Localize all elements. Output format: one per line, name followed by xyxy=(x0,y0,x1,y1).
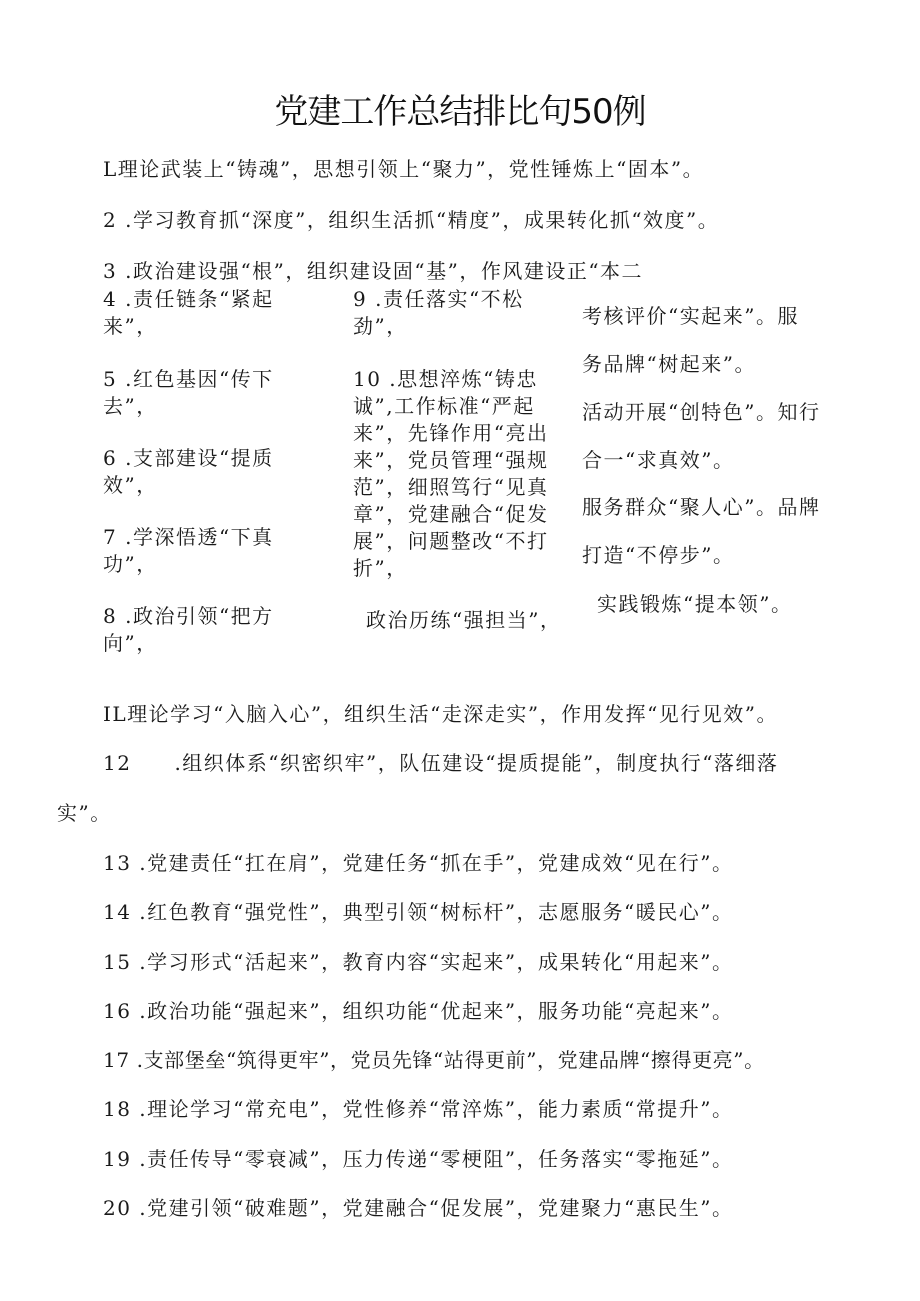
col2-trailing: 政治历练“强担当”， xyxy=(366,608,562,632)
col2-item-line: 展”，问题整改“不打 xyxy=(353,529,549,553)
col1-item-line: 6 .支部建设“提质 xyxy=(103,446,274,470)
col2-item-line: 10 .思想淬炼“铸忠 xyxy=(353,367,538,391)
body-line: 14 .红色教育“强党性”，典型引领“树标杆”，志愿服务“暖民心”。 xyxy=(103,900,734,924)
col3-line: 考核评价“实起来”。服 xyxy=(582,304,799,328)
body-line: 实”。 xyxy=(57,801,112,825)
col3-line: 合一“求真效”。 xyxy=(582,448,735,472)
col3-line: 活动开展“创特色”。知行 xyxy=(582,400,821,424)
intro-line-1: L理论武装上“铸魂”，思想引领上“聚力”，党性锤炼上“固本”。 xyxy=(103,157,705,181)
col2-item-9 xyxy=(353,286,524,340)
col1-item-line: 向”， xyxy=(103,631,158,655)
col1-item-4 xyxy=(103,286,274,340)
col1-item-line: 8 .政治引领“把方 xyxy=(103,604,274,628)
col1-item-line: 来”， xyxy=(103,314,158,338)
intro-line-3: 3 .政治建设强“根”，组织建设固“基”，作风建设正“本二 xyxy=(103,259,644,283)
col2-item-10 xyxy=(353,366,548,582)
col1-item-line: 去”， xyxy=(103,394,158,418)
col3-line: 实践锻炼“提本领”。 xyxy=(597,592,793,616)
col2-item-line: 来”，党员管理“强规 xyxy=(353,448,549,472)
intro-line-2: 2 .学习教育抓“深度”，组织生活抓“精度”，成果转化抓“效度”。 xyxy=(103,208,720,232)
col1-item-line: 4 .责任链条“紧起 xyxy=(103,287,274,311)
col1-item-line: 效”， xyxy=(103,473,158,497)
col3-line: 务品牌“树起来”。 xyxy=(582,352,756,376)
col1-item-line: 功”， xyxy=(103,552,158,576)
body-line: 20 .党建引领“破难题”，党建融合“促发展”，党建聚力“惠民生”。 xyxy=(103,1196,734,1220)
col3-line: 服务群众“聚人心”。品牌 xyxy=(582,495,821,519)
col2-item-line: 9 .责任落实“不松 xyxy=(353,287,524,311)
body-line: IL理论学习“入脑入心”，组织生活“走深走实”，作用发挥“见行见效”。 xyxy=(103,702,779,726)
col2-item-line: 折”， xyxy=(353,556,408,580)
body-line: 12 .组织体系“织密织牢”，队伍建设“提质提能”，制度执行“落细落 xyxy=(103,751,779,775)
col1-item-8 xyxy=(103,603,274,657)
col1-item-7 xyxy=(103,524,274,578)
body-line: 17 .支部堡垒“筑得更牢”，党员先锋“站得更前”，党建品牌“擦得更亮”。 xyxy=(103,1048,765,1072)
col2-item-line: 诚”,工作标准“严起 xyxy=(353,394,535,418)
col2-item-line: 劲”， xyxy=(353,314,408,338)
col1-item-line: 7 .学深悟透“下真 xyxy=(103,525,274,549)
body-line: 18 .理论学习“常充电”，党性修养“常淬炼”，能力素质“常提升”。 xyxy=(103,1097,734,1121)
body-line: 13 .党建责任“扛在肩”，党建任务“抓在手”，党建成效“见在行”。 xyxy=(103,851,734,875)
col1-item-5 xyxy=(103,366,274,420)
col3-line: 打造“不停步”。 xyxy=(582,543,735,567)
page-title: 党建工作总结排比句50例 xyxy=(274,92,646,132)
body-line: 15 .学习形式“活起来”，教育内容“实起来”，成果转化“用起来”。 xyxy=(103,950,734,974)
body-line: 19 .责任传导“零衰减”，压力传递“零梗阻”，任务落实“零拖延”。 xyxy=(103,1147,734,1171)
col2-item-line: 来”，先锋作用“亮出 xyxy=(353,421,549,445)
col2-item-line: 范”，细照笃行“见真 xyxy=(353,475,549,499)
col2-item-line: 章”，党建融合“促发 xyxy=(353,502,549,526)
body-line: 16 .政治功能“强起来”，组织功能“优起来”，服务功能“亮起来”。 xyxy=(103,999,734,1023)
col1-item-line: 5 .红色基因“传下 xyxy=(103,367,274,391)
col1-item-6 xyxy=(103,445,274,499)
